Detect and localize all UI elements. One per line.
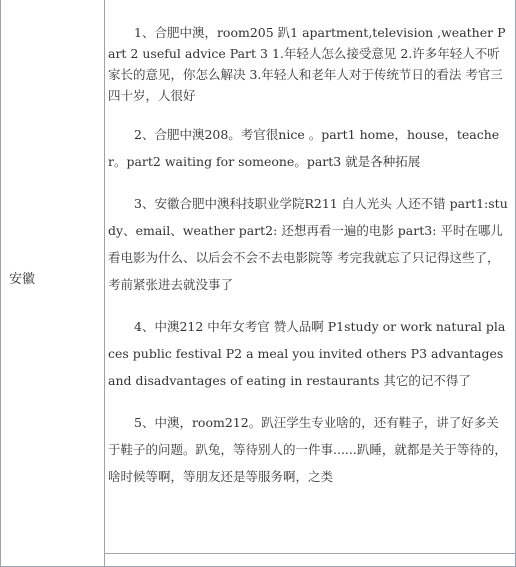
table-bottom-border bbox=[105, 553, 515, 554]
exam-entry-text: 3、安徽合肥中澳科技职业学院R211 白人光头 人还不错 part1:study、email、weather part2: 还想再看一遍的电影 part3: 平时在哪儿看电影为什么、以后会不会不去电影院等 考完我就忘了只记得这些了，考前紧张进去就没事了 bbox=[108, 196, 508, 292]
province-label: 安徽 bbox=[9, 272, 36, 287]
exam-entry-text: 5、中澳，room212。趴汪学生专业啥的，还有鞋子，讲了好多关于鞋子的问题。趴兔，等待别人的一件事......趴睡，就都是关于等待的，啥时候等啊，等朋友还是等服务啊，之类 bbox=[108, 415, 507, 484]
exam-entry-5 bbox=[108, 409, 509, 490]
exam-entry-text: 2、合肥中澳208。考官很nice 。part1 home，house，teacher。part2 waiting for someone。part3 就是各种拓展 bbox=[108, 127, 500, 169]
exam-entry-1 bbox=[108, 22, 509, 106]
exam-entry-text: 1、合肥中澳，room205 趴1 apartment,television ,weather Part 2 useful advice Part 3 1.年轻人怎么接受意见 2.许多年轻人不听家长的意见，你怎么解决 3.年轻人和老年人对于传统节日的看法 考官三四十岁，人很好 bbox=[108, 25, 506, 103]
exam-entry-2 bbox=[108, 121, 509, 175]
province-cell bbox=[1, 0, 105, 566]
exam-entry-3 bbox=[108, 190, 509, 298]
entries-cell bbox=[105, 0, 515, 566]
exam-entry-4 bbox=[108, 313, 509, 394]
exam-entry-text: 4、中澳212 中年女考官 赞人品啊 P1study or work natural places public festival P2 a meal you invited others P3 advantages and disadvantages of eating in restaurants 其它的记不得了 bbox=[108, 319, 506, 388]
